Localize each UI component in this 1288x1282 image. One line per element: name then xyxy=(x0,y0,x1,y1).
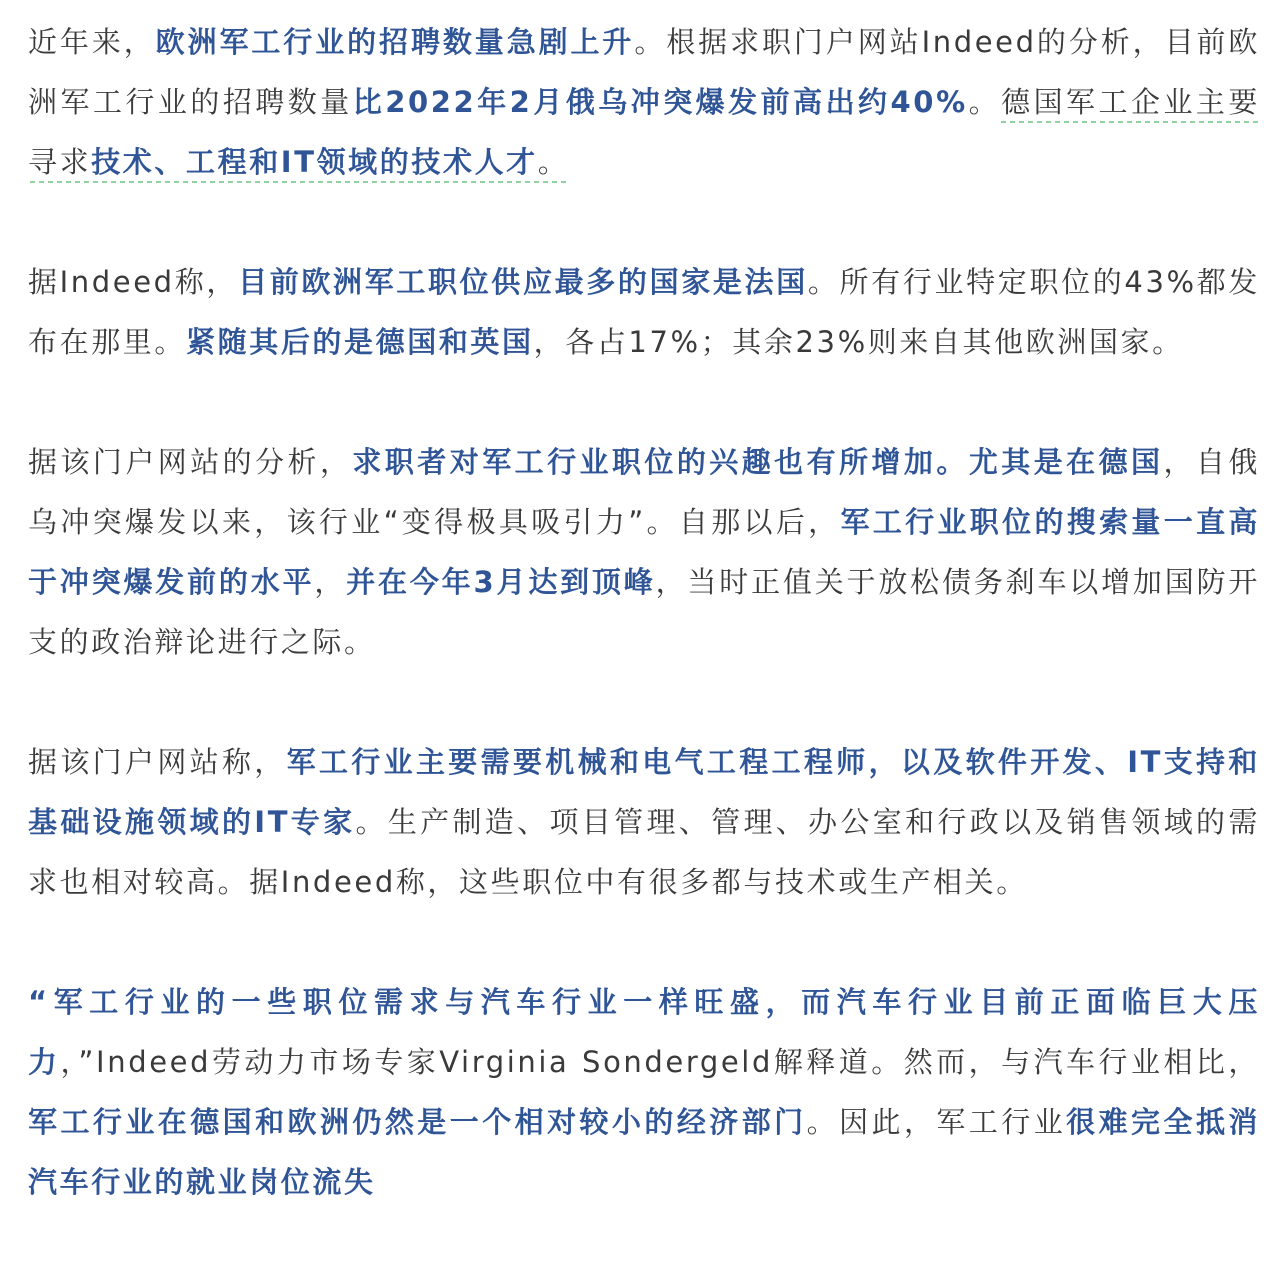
p1-highlight-g: 技术、工程和IT领域的技术人才 xyxy=(91,145,538,179)
p2-text-c: 。所有行业特定职位的43%都发布在那里。 xyxy=(28,265,1260,359)
p5-highlight-a: “军工行业的一些职位需求与汽车行业一样旺盛，而汽车行业目前正面临巨大压力 xyxy=(28,985,1260,1079)
p3-text-a: 据该门户网站的分析， xyxy=(28,445,353,479)
p3-text-e: ， xyxy=(314,565,347,599)
paragraph-5 xyxy=(28,972,1260,1212)
paragraph-2 xyxy=(28,252,1260,372)
p1-text-c: 。根据求职门户网站Indeed的分析，目前欧洲军工行业的招聘数量 xyxy=(28,25,1260,119)
p1-highlight-d: 比2022年2月俄乌冲突爆发前高出约40% xyxy=(352,85,968,119)
p1-text-h: 。 xyxy=(537,145,570,179)
p3-highlight-b: 求职者对军工行业职位的兴趣也有所增加。尤其是在德国 xyxy=(352,445,1164,479)
p3-text-c: ，自俄乌冲突爆发以来，该行业“变得极具吸引力”。自那以后， xyxy=(28,445,1260,539)
p2-highlight-d: 紧随其后的是德国和英国 xyxy=(186,325,534,359)
p2-text-e: ，各占17%；其余23%则来自其他欧洲国家。 xyxy=(533,325,1184,359)
paragraph-4 xyxy=(28,732,1260,912)
p4-highlight-b: 军工行业主要需要机械和电气工程工程师，以及软件开发、IT支持和基础设施领域的IT专家 xyxy=(28,745,1260,839)
p2-text-a: 据Indeed称， xyxy=(28,265,239,299)
p4-text-c: 。生产制造、项目管理、管理、办公室和行政以及销售领域的需求也相对较高。据Indeed称，这些职位中有很多都与技术或生产相关。 xyxy=(28,805,1260,899)
p1-highlight-b: 欧洲军工行业的招聘数量急剧上升 xyxy=(155,25,635,59)
article-body xyxy=(28,12,1260,1272)
p3-highlight-d: 军工行业职位的搜索量一直高于冲突爆发前的水平 xyxy=(28,505,1260,599)
p1-text-e: 。 xyxy=(967,85,1002,119)
paragraph-3 xyxy=(28,432,1260,672)
p4-text-a: 据该门户网站称， xyxy=(28,745,287,779)
p2-highlight-b: 目前欧洲军工职位供应最多的国家是法国 xyxy=(238,265,808,299)
p1-text-a: 近年来， xyxy=(28,25,156,59)
p3-highlight-f: 并在今年3月达到顶峰 xyxy=(346,565,656,599)
text-fade-overlay xyxy=(500,1206,820,1282)
p5-highlight-c: 军工行业在德国和欧洲仍然是一个相对较小的经济部门 xyxy=(28,1105,807,1139)
p3-text-g: ，当时正值关于放松债务刹车以增加国防开支的政治辩论进行之际。 xyxy=(28,565,1260,659)
paragraph-1 xyxy=(28,12,1260,192)
p5-text-d: 。因此，军工行业 xyxy=(806,1105,1067,1139)
p5-text-b: ，”Indeed劳动力市场专家Virginia Sondergeld解释道。然而，与汽车行业相比， xyxy=(60,1045,1260,1079)
p5-highlight-e: 很难完全抵消汽车行业的就业岗位流失 xyxy=(28,1105,1260,1199)
p1-text-f: 德国军工企业主要寻求 xyxy=(28,85,1260,179)
